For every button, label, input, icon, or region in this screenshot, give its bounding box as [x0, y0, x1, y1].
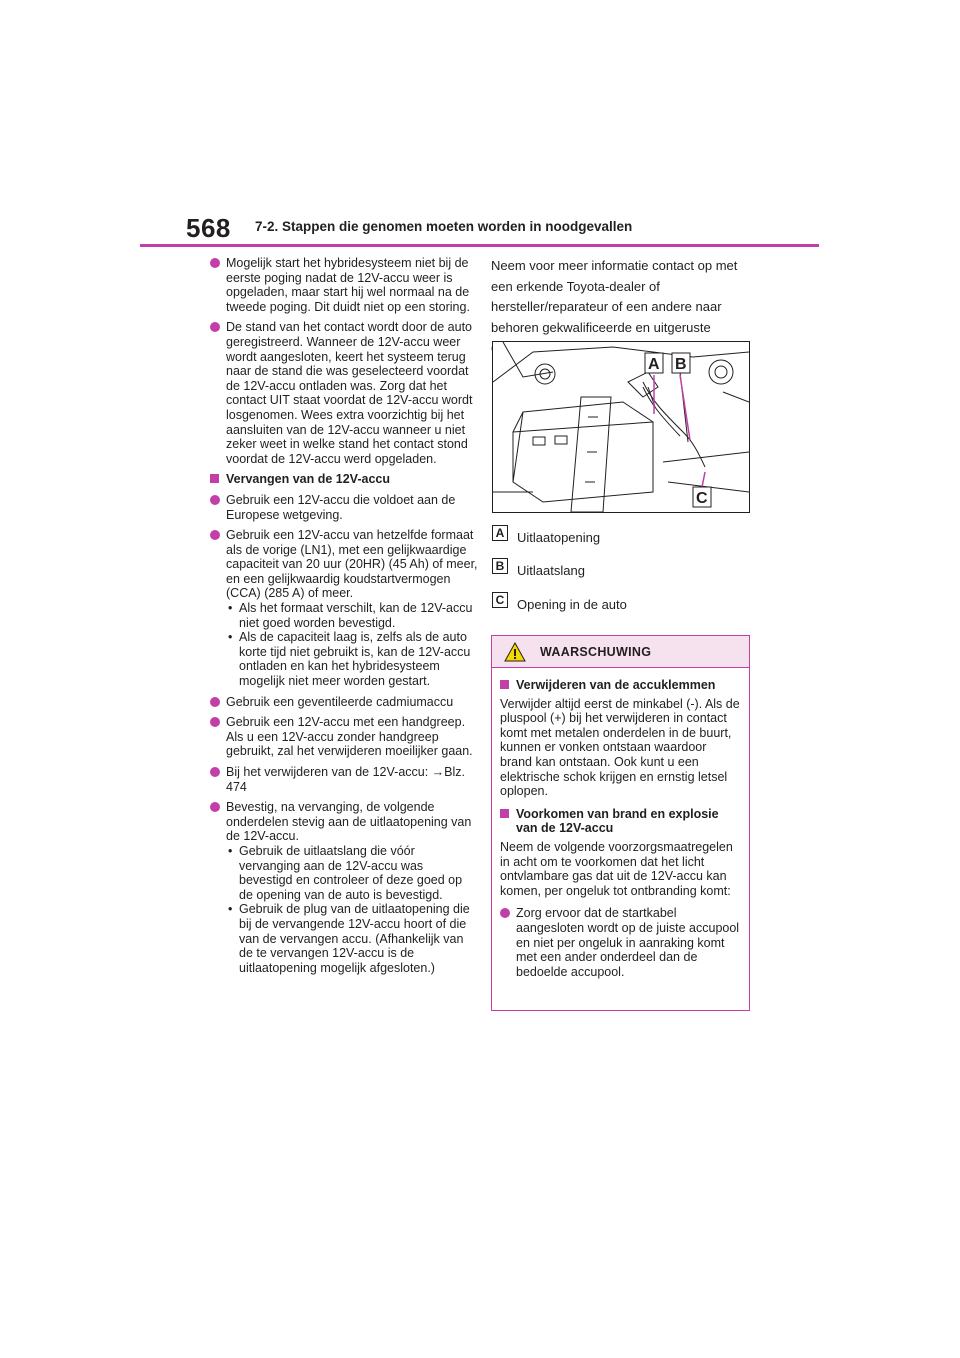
warning-paragraph: Neem de volgende voorzorgsmaatregelen in acht om te voorkomen dat het licht ontvlambare gas dat uit de 12V-accu kan komen, per ongeluk tot ontbranding komt:: [500, 839, 733, 898]
callout-a: A: [648, 356, 660, 373]
warning-header: [492, 636, 749, 668]
list-item: Zorg ervoor dat de startkabel aangesloten wordt op de juiste accupool en niet per ongeluk in aanraking komt met een ander onderdeel dan de bedoelde accupool.: [500, 906, 741, 979]
warning-paragraph: Verwijder altijd eerst de minkabel (-). Als de pluspool (+) bij het verwijderen in contact komt met metalen onderdelen in de buurt, kunnen er vonken ontstaan waardoor brand kan ontstaan. Ook kunt u een elektrische schok krijgen en ernstig letsel oplopen.: [500, 696, 740, 799]
legend-item: B Uitlaatslang: [492, 563, 585, 578]
warning-triangle-icon: [504, 642, 526, 662]
list-item: Mogelijk start het hybridesysteem niet bij de eerste poging nadat de 12V-accu weer is opgeladen, maar start hij wel normaal na de tweede poging. Dit duidt niet op een storing.: [210, 256, 478, 314]
header-rule: [140, 244, 819, 247]
warning-box: [491, 635, 750, 1011]
callout-b: B: [675, 356, 687, 373]
list-item: Gebruik een geventileerde cadmiumaccu: [210, 695, 478, 710]
sub-item: • Gebruik de plug van de uitlaatopening die bij de vervangende 12V-accu hoort of die van de vervangen accu. (Afhankelijk van de te vervangen 12V-accu is de uitlaatopening mogelijk afgesloten.): [228, 902, 470, 975]
section-title: 7-2. Stappen die genomen moeten worden in noodgevallen: [255, 219, 633, 234]
section-heading: Vervangen van de 12V-accu: [210, 472, 478, 487]
warning-subheading: Verwijderen van de accuklemmen: [500, 678, 741, 693]
list-item: Bij het verwijderen van de 12V-accu: →Blz. 474: [210, 765, 478, 794]
legend-item: C Opening in de auto: [492, 597, 627, 612]
page-number: 568: [186, 213, 231, 243]
warning-title: WAARSCHUWING: [540, 645, 652, 659]
bullet-dot-icon: [210, 697, 220, 707]
list-item: Gebruik een 12V-accu met een handgreep. Als u een 12V-accu zonder handgreep gebruikt, zal het verwijderen moeilijker gaan.: [210, 715, 478, 759]
list-item: Bevestig, na vervanging, de volgende onderdelen stevig aan de uitlaatopening van de 12V-accu. • Gebruik de uitlaatslang die vóór vervanging aan de 12V-accu was bevestigd en controleer of deze goed op de opening van de auto is bevestigd. • Gebruik de plug van de uitlaatopening die bij de vervangende 12V-accu hoort of die van de vervangen accu. (Afhankelijk van de te vervangen 12V-accu is de uitlaatopening mogelijk afgesloten.): [210, 800, 478, 975]
list-item: Gebruik een 12V-accu die voldoet aan de Europese wetgeving.: [210, 493, 478, 522]
bullet-dot-icon: [210, 495, 220, 505]
list-item: Gebruik een 12V-accu van hetzelfde formaat als de vorige (LN1), met een gelijkwaardige capaciteit van 20 uur (20HR) (45 Ah) of meer, en een gelijkwaardig koudstartvermogen (CCA) (285 A) of meer. • Als het formaat verschilt, kan de 12V-accu niet goed worden bevestigd. • Als de capaciteit laag is, zelfs als de auto korte tijd niet gebruikt is, kan de 12V-accu ontladen en kan het hybridesysteem mogelijk niet meer worden gestart.: [210, 528, 478, 689]
battery-drawing: [493, 342, 749, 512]
list-item: De stand van het contact wordt door de auto geregistreerd. Wanneer de 12V-accu weer wordt aangesloten, keert het systeem terug naar de stand die was geselecteerd voordat de 12V-accu ontladen was. Zorg dat het contact UIT staat voordat de 12V-accu wordt losgenomen. Wees extra voorzichtig bij het aansluiten van de 12V-accu wanneer u niet zeker weet in welke stand het contact stond voordat de 12V-accu werd opgeladen.: [210, 320, 478, 466]
warning-subheading: Voorkomen van brand en explosie van de 12V-accu: [500, 807, 741, 836]
legend-item: A Uitlaatopening: [492, 530, 600, 545]
bullet-square-icon: [500, 680, 509, 689]
bullet-dot-icon: [210, 530, 220, 540]
bullet-dot-icon: [500, 908, 510, 918]
bullet-dot-icon: [210, 802, 220, 812]
callout-c: C: [696, 490, 708, 507]
bullet-square-icon: [500, 809, 509, 818]
sub-item: • Als de capaciteit laag is, zelfs als de auto korte tijd niet gebruikt is, kan de 12V-accu ontladen en kan het hybridesysteem mogelijk niet meer worden gestart.: [228, 630, 471, 689]
sub-item: • Als het formaat verschilt, kan de 12V-accu niet goed worden bevestigd.: [228, 601, 473, 630]
warning-body: [492, 668, 749, 979]
left-column: [210, 256, 478, 981]
bullet-dot-icon: [210, 717, 220, 727]
bullet-dot-icon: [210, 767, 220, 777]
sub-item: • Gebruik de uitlaatslang die vóór vervanging aan de 12V-accu was bevestigd en controleer of deze goed op de opening van de auto is bevestigd.: [228, 843, 463, 902]
battery-illustration: [492, 341, 750, 513]
intro-paragraph: Neem voor meer informatie contact op met een erkende Toyota-dealer of hersteller/reparateur of een andere naar behoren gekwalificeerde en uitgeruste: [491, 258, 738, 335]
bullet-dot-icon: [210, 258, 220, 268]
bullet-dot-icon: [210, 322, 220, 332]
bullet-square-icon: [210, 474, 219, 483]
